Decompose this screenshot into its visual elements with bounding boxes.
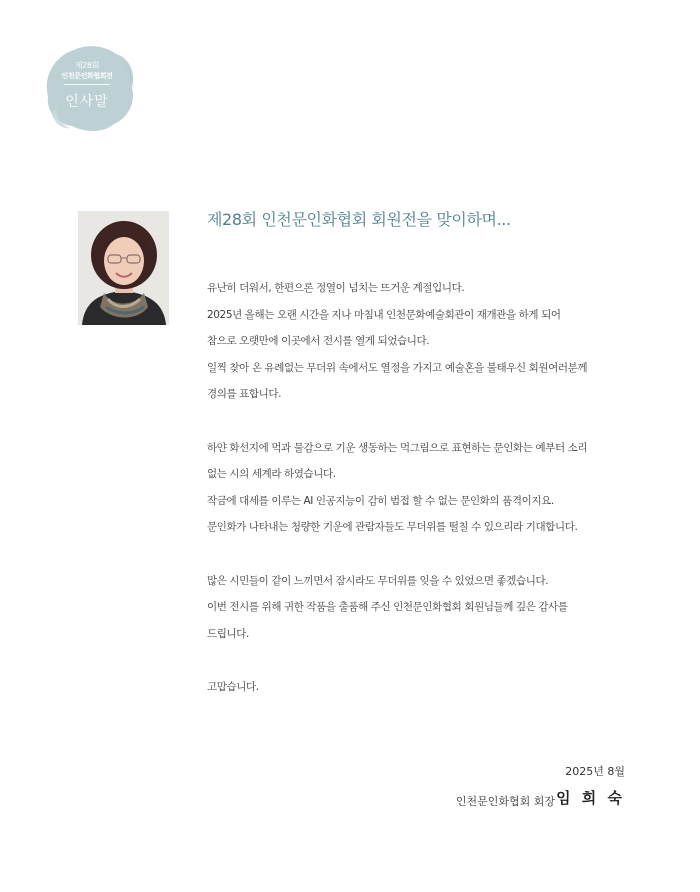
body-line: 이번 전시를 위해 귀한 작품을 출품해 주신 인천문인화협회 회원님들께 깊은 감사를 [207,601,568,614]
body-line: 많은 시민들이 같이 느끼면서 잠시라도 무더위를 잊을 수 있었으면 좋겠습니다. [207,574,549,587]
body-line: 2025년 올해는 오랜 시간을 지나 마침내 인천문화예술회관이 재개관을 하게 되어 [207,308,561,321]
body-line: 작금에 대세를 이루는 AI 인공지능이 감히 범접 할 수 없는 문인화의 품격이지요. [207,494,554,507]
signature-date: 2025년 8월 [565,765,625,778]
badge-title: 인사말 [65,94,109,110]
paragraph-gap [207,408,625,435]
paragraph-gap [207,541,625,568]
greeting-body [207,275,625,701]
portrait-image [78,211,169,325]
paragraph-gap [207,647,625,674]
page-title: 제28회 인천문인화협회 회원전을 맞이하며... [207,210,511,229]
body-line: 하얀 화선지에 먹과 물감으로 기운 생동하는 먹그림으로 표현하는 문인화는 예부터 소리 [207,441,588,454]
body-line: 일찍 찾아 온 유례없는 무더위 속에서도 열정을 가지고 예술혼을 불태우신 회원여러분께 [207,361,588,374]
body-line: 문인화가 나타내는 청량한 기운에 관람자들도 무더위를 떨칠 수 있으리라 기대합니다. [207,521,578,534]
body-line: 경의를 표합니다. [207,388,282,401]
portrait-photo [78,211,169,325]
body-line: 참으로 오랫만에 이곳에서 전시를 열게 되었습니다. [207,335,430,348]
greeting-badge [44,44,138,134]
watercolor-blob-icon [44,44,138,134]
body-line: 없는 시의 세계라 하였습니다. [207,468,336,481]
badge-edition: 제28회 [74,61,100,70]
badge-divider [64,84,110,85]
badge-exhibition: 인천문인화협회전 [61,72,113,80]
body-line: 드립니다. [207,627,249,640]
signature-name: 임 희 숙 [556,789,625,807]
body-line: 고맙습니다. [207,680,259,693]
body-line: 유난히 더워서, 한편으론 정열이 넘치는 뜨거운 계절입니다. [207,282,465,294]
signature-organization: 인천문인화협회 회장 [455,795,555,808]
